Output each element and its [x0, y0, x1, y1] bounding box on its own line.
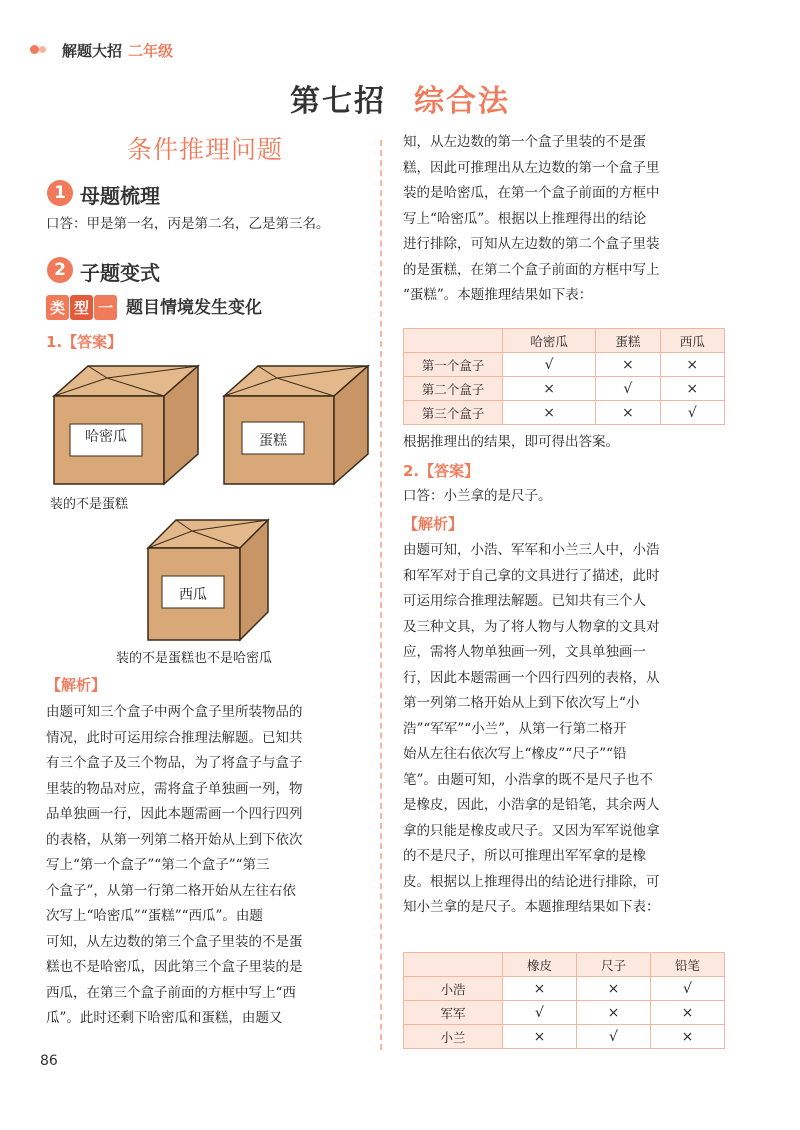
table-cell: × [503, 977, 577, 1001]
q2-result-table [403, 952, 725, 1049]
table-header-row [404, 329, 725, 353]
text-line: 拿的只能是橡皮或尺子。又因为军军说他拿 [403, 822, 660, 839]
row-header: 第二个盒子 [404, 377, 503, 401]
q2-analysis [403, 538, 728, 921]
table-cell: √ [596, 377, 660, 401]
text-line: 笔”。由题可知，小浩拿的既不是尺子也不 [403, 771, 653, 788]
text-line: 里装的物品对应，需将盒子单独画一列，物 [46, 780, 303, 797]
table-cell: √ [503, 353, 596, 377]
part2-number: 2 [47, 257, 73, 283]
series-title: 解题大招 二年级 [62, 42, 174, 60]
text-line: 进行排除，可知从左边数的第二个盒子里装 [403, 236, 660, 252]
text-line: 知小兰拿的是尺子。本题推理结果如下表： [403, 899, 660, 915]
table-header-cell: 橡皮 [503, 953, 577, 977]
row-header: 第一个盒子 [404, 353, 503, 377]
type-text: 题目情境发生变化 [126, 298, 263, 318]
table-cell: × [651, 1001, 725, 1025]
text-line: 由题可知三个盒子中两个盒子里所装物品的 [46, 704, 303, 720]
table-cell: × [596, 401, 660, 425]
text-line: 始从左往右依次写上“橡皮”“尺子”“铅 [403, 746, 627, 762]
box-1-caption: 装的不是蛋糕 [50, 497, 129, 512]
table-row [404, 401, 725, 425]
type-badge [46, 293, 262, 320]
table-cell: × [503, 1025, 577, 1049]
q1-analysis-label: 【解析】 [46, 676, 107, 694]
text-line: 皮。根据以上推理得出的结论进行排除，可 [403, 873, 660, 890]
text-line: 瓜”。此时还剩下哈密瓜和蛋糕，由题又 [46, 1010, 283, 1026]
type-char-3: 一 [94, 295, 117, 320]
grade-label: 二年级 [128, 42, 174, 60]
table-cell: × [577, 977, 651, 1001]
table-cell: × [660, 353, 724, 377]
box-1 [52, 364, 200, 486]
row-header: 军军 [404, 1001, 503, 1025]
text-line: 糕也不是哈密瓜，因此第三个盒子里装的是 [46, 959, 303, 975]
text-line: 行，因此本题需画一个四行四列的表格，从 [403, 669, 660, 686]
table-header-cell: 尺子 [577, 953, 651, 977]
text-line: 知，从左边数的第一个盒子里装的不是蛋 [403, 134, 646, 150]
table-cell: × [503, 401, 596, 425]
table-header-cell: 蛋糕 [596, 329, 660, 353]
text-line: 品单独画一行，因此本题需画一个四行四列 [46, 806, 303, 822]
text-line: 浩”“军军”“小兰”，从第一行第二格开 [403, 720, 627, 737]
part1-number: 1 [47, 180, 73, 206]
text-line: 和军军对于自己拿的文具进行了描述，此时 [403, 567, 660, 584]
q2-analysis-label: 【解析】 [403, 515, 464, 533]
q2-answer: 口答：小兰拿的是尺子。 [403, 488, 552, 504]
text-line: 的表格，从第一列第二格开始从上到下依次 [46, 831, 303, 848]
row-header: 第三个盒子 [404, 401, 503, 425]
text-line: 装的是哈密瓜，在第一个盒子前面的方框中 [403, 185, 660, 201]
column-divider [380, 140, 382, 1050]
text-line: 第一列第二格开始从上到下依次写上“小 [403, 695, 640, 711]
q1-conclusion: 根据推理出的结果，即可得出答案。 [403, 434, 619, 450]
table-header-cell [404, 953, 503, 977]
page-number: 86 [40, 1053, 58, 1069]
text-line: 个盒子”，从第一行第二格开始从左往右依 [46, 882, 296, 899]
row-header: 小浩 [404, 977, 503, 1001]
part2-title: 子题变式 [80, 261, 160, 285]
text-line: 应，需将人物单独画一列，文具单独画一 [403, 644, 646, 660]
text-line: 可知，从左边数的第三个盒子里装的不是蛋 [46, 933, 303, 950]
table-header-cell: 西瓜 [660, 329, 724, 353]
type-char-1: 类 [46, 295, 69, 320]
chapter-title: 第七招 综合法 [290, 84, 510, 119]
table-row [404, 1001, 725, 1025]
table-row [404, 377, 725, 401]
text-line: 情况，此时可运用综合推理法解题。已知共 [46, 729, 303, 746]
q1-analysis-left [46, 700, 371, 1032]
text-line: 有三个盒子及三个物品，为了将盒子与盒子 [46, 755, 303, 771]
table-cell: √ [577, 1025, 651, 1049]
table-cell: √ [503, 1001, 577, 1025]
text-line: 西瓜，在第三个盒子前面的方框中写上“西 [46, 984, 296, 1001]
text-line: 是橡皮，因此，小浩拿的是铅笔，其余两人 [403, 797, 660, 813]
text-line: 可运用综合推理法解题。已知共有三个人 [403, 593, 646, 609]
q1-answer-label: 1.【答案】 [46, 333, 123, 351]
table-cell: × [651, 1025, 725, 1049]
section-title: 条件推理问题 [126, 135, 283, 164]
box-3-caption: 装的不是蛋糕也不是哈密瓜 [116, 651, 273, 666]
part1-answer: 口答：甲是第一名，丙是第二名，乙是第三名。 [46, 216, 330, 232]
text-line: “蛋糕”。本题推理结果如下表： [403, 287, 593, 303]
text-line: 糕，因此可推理出从左边数的第一个盒子里 [403, 159, 660, 176]
text-line: 及三种文具，为了将人物与人物拿的文具对 [403, 618, 660, 635]
table-row [404, 353, 725, 377]
table-header-cell [404, 329, 503, 353]
box-3-label: 西瓜 [179, 587, 207, 603]
box-2 [222, 364, 370, 486]
row-header: 小兰 [404, 1025, 503, 1049]
table-cell: √ [651, 977, 725, 1001]
text-line: 由题可知，小浩、军军和小兰三人中，小浩 [403, 542, 660, 558]
box-2-label: 蛋糕 [259, 433, 287, 449]
box-3 [146, 518, 270, 642]
table-cell: × [577, 1001, 651, 1025]
table-cell: × [596, 353, 660, 377]
q2-answer-label: 2.【答案】 [403, 462, 480, 480]
type-char-2: 型 [70, 295, 93, 320]
table-row [404, 977, 725, 1001]
text-line: 的是蛋糕，在第二个盒子前面的方框中写上 [403, 261, 660, 278]
text-line: 写上“第一个盒子”“第二个盒子”“第三 [46, 857, 270, 873]
table-cell: √ [660, 401, 724, 425]
text-line: 的不是尺子，所以可推理出军军拿的是橡 [403, 848, 646, 864]
q1-analysis-right [403, 130, 728, 309]
part1-title: 母题梳理 [80, 184, 160, 208]
text-line: 次写上“哈密瓜”“蛋糕”“西瓜”。由题 [46, 908, 263, 924]
box-1-label: 哈密瓜 [85, 429, 127, 445]
table-header-row [404, 953, 725, 977]
header-dots-icon [30, 44, 56, 54]
table-cell: × [660, 377, 724, 401]
table-row [404, 1025, 725, 1049]
table-header-cell: 哈密瓜 [503, 329, 596, 353]
table-header-cell: 铅笔 [651, 953, 725, 977]
table-cell: × [503, 377, 596, 401]
text-line: 写上“哈密瓜”。根据以上推理得出的结论 [403, 210, 647, 227]
q1-result-table [403, 328, 725, 425]
